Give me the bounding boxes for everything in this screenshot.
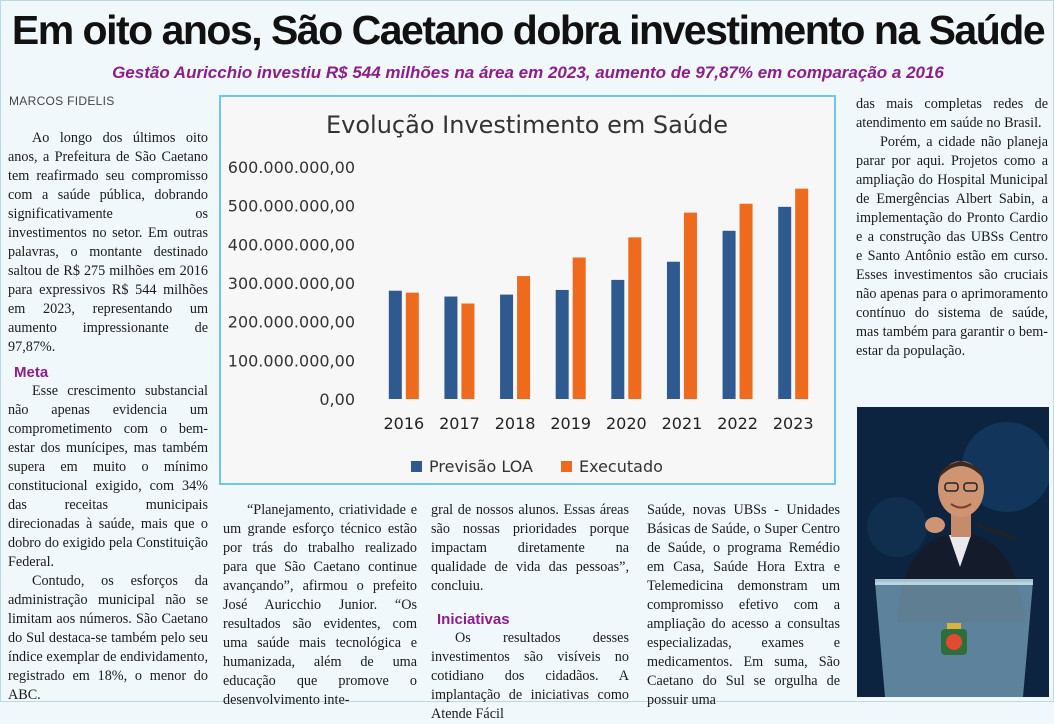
col5-paragraph-1: das mais completas redes de atendimento em saúde no Brasil. [856,96,1048,131]
bar-executado-2023 [795,189,808,399]
y-tick-label: 100.000.000,00 [227,351,355,371]
section-heading-meta: Meta [14,364,49,381]
bar-executado-2016 [406,293,419,399]
y-tick-label: 600.000.000,00 [227,158,355,177]
legend-swatch [561,461,572,472]
column-5 [856,95,1048,361]
bar-previsao-2023 [778,207,791,399]
bar-previsao-2022 [723,231,736,399]
bar-previsao-2018 [500,295,513,399]
bar-executado-2020 [628,237,641,399]
x-tick-label: 2016 [383,414,425,433]
bar-executado-2019 [573,257,586,399]
x-tick-label: 2021 [661,414,703,433]
headline: Em oito anos, São Caetano dobra investimento na Saúde [11,7,1045,53]
bar-executado-2017 [461,303,474,399]
mayor-photo [857,407,1049,697]
chart-title: Evolução Investimento em Saúde [326,111,728,139]
bar-executado-2018 [517,276,530,399]
bar-previsao-2017 [444,297,457,399]
bar-executado-2022 [740,204,753,399]
y-tick-label: 500.000.000,00 [227,196,355,216]
x-tick-label: 2023 [772,414,814,433]
column-2 [223,501,417,710]
y-tick-label: 400.000.000,00 [227,235,355,255]
legend-swatch [411,461,422,472]
column-4 [647,501,840,710]
mayor-illustration [857,407,1049,697]
x-tick-label: 2019 [550,414,592,433]
section-heading-iniciativas: Iniciativas [437,611,510,628]
bar-previsao-2019 [556,290,569,399]
chart-svg [221,97,834,483]
bar-previsao-2021 [667,262,680,399]
col1-paragraph-1: Ao longo dos últimos oito anos, a Prefeitura de São Caetano tem reafirmado seu compromisso com a saúde pública, dobrando significativamente os investimentos no setor. Em outras palavras, o montante destinado saltou de R$ 275 milhões em 2016 para expressivos R$ 544 milhões em 2023, representando um aumento impressionante de 97,87%. [8,130,208,355]
col1-paragraph-2: Esse crescimento substancial não apenas evidencia um comprometimento com o bem-estar dos munícipes, mas também supera em muito o mínimo constitucional exigido, com 34% das receitas municipais direcionadas à saúde, mais que o dobro do exigido pela Constituição Federal. [8,383,208,570]
bar-previsao-2020 [611,280,624,399]
x-tick-label: 2022 [717,414,758,433]
x-tick-label: 2020 [605,414,647,433]
column-3 [431,501,629,724]
col5-paragraph-2: Porém, a cidade não planeja parar por aqui. Projetos como a ampliação do Hospital Municipal de Emergências Albert Sabin, a implementação do Pronto Cardio e a construção das UBSs Centro e Santo Antônio estão em curso. Esses investimentos são cruciais não apenas para o aprimoramento contínuo do sistema de saúde, mas também para garantir o bem-estar da população. [856,134,1048,359]
legend-label: Previsão LOA [429,457,533,476]
subheadline: Gestão Auricchio investiu R$ 544 milhões na área em 2023, aumento de 97,87% em comparação a 2016 [112,63,944,82]
bar-executado-2021 [684,213,697,399]
col3-paragraph-2: Os resultados desses investimentos são visíveis no cotidiano dos cidadãos. A implantação de iniciativas como Atende Fácil [431,630,629,722]
col3-paragraph-1: gral de nossos alunos. Essas áreas são nossas prioridades porque impactam diretamente na qualidade de vida das pessoas”, concluiu. [431,502,629,594]
x-tick-label: 2018 [494,414,536,433]
col4-paragraph-1: Saúde, novas UBSs - Unidades Básicas de Saúde, o Super Centro de Saúde, o programa Remédio em Casa, Saúde Hora Extra e Telemedicina demonstram um compromisso efetivo com a ampliação do acesso a consultas especializadas, exames e medicamentos. Em suma, São Caetano do Sul se orgulha de possuir uma [647,502,840,708]
legend-label: Executado [579,457,663,476]
y-tick-label: 200.000.000,00 [227,312,355,332]
col1-paragraph-3: Contudo, os esforços da administração municipal não se limitam aos números. São Caetano do Sul destaca-se também pelo seu índice exemplar de endividamento, registrado em 18%, o menor do ABC. [8,573,208,703]
chart-figure [219,95,836,485]
y-tick-label: 0,00 [319,390,355,409]
column-1 [8,129,208,705]
y-tick-label: 300.000.000,00 [227,274,355,293]
bar-previsao-2016 [389,291,402,399]
byline: MARCOS FIDELIS [9,94,115,108]
x-tick-label: 2017 [439,414,480,433]
col2-paragraph-1: “Planejamento, criatividade e um grande esforço técnico estão por trás do trabalho realizado para que São Caetano continue avançando”, afirmou o prefeito José Auricchio Junior. “Os resultados são evidentes, com uma saúde mais tecnológica e humanizada, além de uma educação que promove o desenvolvimento inte- [223,502,417,708]
